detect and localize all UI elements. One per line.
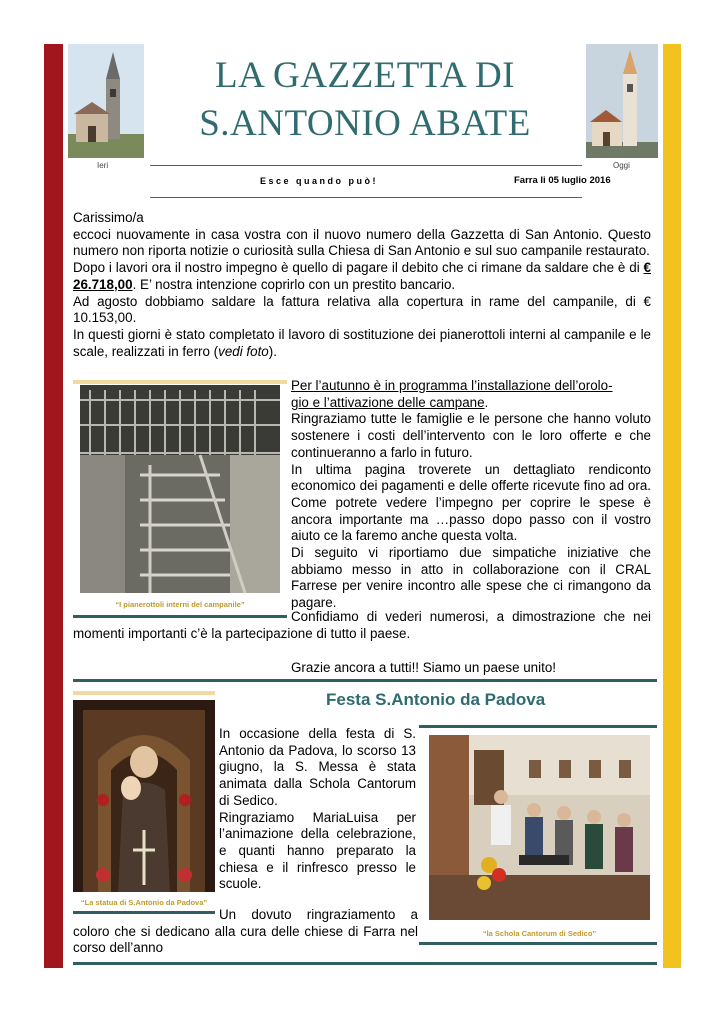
stairs-photo-caption: “I pianerottoli interni del campanile” xyxy=(115,600,245,609)
masthead-top-rule xyxy=(150,165,582,166)
right-decorative-bar xyxy=(663,44,681,968)
gazette-title-line2: S.ANTONIO ABATE xyxy=(199,103,531,144)
autumn-plan: Per l’autunno è in programma l’installazione dell’orolo- gio e l’attivazione delle campane. xyxy=(291,378,613,410)
intro-paragraph-3: Ad agosto dobbiamo saldare la fattura relativa alla copertura in rame del campanile, di € 10.153,00. xyxy=(73,293,651,326)
issue-date: Farra li 05 luglio 2016 xyxy=(514,175,611,186)
choir-photo-frame-top xyxy=(419,725,657,728)
page-bottom-rule xyxy=(73,962,657,965)
intro-paragraph-1: eccoci nuovamente in casa vostra con il nuovo numero della Gazzetta di San Antonio. Questo numero non riporta notizie o curiosità sulla Chiesa di San Antonio e sul suo campanile restaurato. xyxy=(73,226,651,259)
statue-photo-frame-top xyxy=(73,691,215,695)
choir-photo xyxy=(429,735,650,920)
old-church-photo xyxy=(68,44,144,158)
left-decorative-bar xyxy=(44,44,63,968)
works-text: In questi giorni è stato completato il lavoro di sostituzione dei pianerottoli interni al campanile e le scale, realizzati in ferro ( xyxy=(73,326,651,359)
debt-text: Dopo i lavori ora il nostro impegno è quello di pagare il debito che ci rimane da saldare che è di xyxy=(73,260,644,276)
masthead-bottom-rule xyxy=(150,197,582,198)
stairs-photo-frame-top xyxy=(73,380,287,384)
gazette-title-line1: LA GAZZETTA DI xyxy=(215,55,515,96)
right-column-text xyxy=(291,378,651,612)
autumn-line-2: gio e l’attivazione delle campane xyxy=(291,394,485,410)
festa-heading: Festa S.Antonio da Padova xyxy=(326,690,546,709)
loan-text: . E’ nostra intenzione coprirlo con un prestito bancario. xyxy=(132,276,456,292)
debt-amount: € 26.718,00 xyxy=(73,260,651,292)
greeting: Carissimo/a xyxy=(73,210,144,225)
left-photo-caption: Ieri xyxy=(97,161,109,170)
festa-paragraph-3: Un dovuto ringraziamento a coloro che si dedicano alla cura delle chiese di Farra nel corso dell’anno xyxy=(73,907,418,956)
initiatives-paragraph: Di seguito vi riportiamo due simpatiche iniziative che abbiamo messo in atto in collaborazione con il CRAL Farrese per venire incontro alle spese che ci rimangono da pagare. xyxy=(291,545,651,611)
confide-paragraph: Confidiamo di vederi numerosi, a dimostrazione che nei momenti importanti c’è la partecipazione di tutto il paese. xyxy=(73,609,651,641)
tagline: Esce quando può! xyxy=(260,176,379,186)
works-text-end: ). xyxy=(268,343,277,359)
choir-caption-rule xyxy=(419,942,657,945)
stairs-photo xyxy=(80,385,280,593)
intro-paragraph-4 xyxy=(73,327,651,360)
statue-photo-caption: “La statua di S.Antonio da Padova” xyxy=(80,898,208,907)
closing-line: Grazie ancora a tutti!! Siamo un paese unito! xyxy=(291,660,556,675)
last-page-paragraph: In ultima pagina troverete un dettagliato rendiconto economico dei pagamenti e delle offerte ricevute fino ad ora. Come potrete vedere l’impegno per coprire le spese è ancora importante ma …passo dopo passo con il vostro aiuto ce la faremo anche questa volta. xyxy=(291,461,651,544)
see-photo-text: vedi foto xyxy=(218,343,269,359)
choir-photo-caption: “la Schola Cantorum di Sedico” xyxy=(482,929,597,938)
thanks-paragraph: Ringraziamo tutte le famiglie e le persone che hanno voluto sostenere i costi dell’intervento con le loro offerte e che continueranno a farlo in futuro. xyxy=(291,411,651,460)
section-divider xyxy=(73,679,657,682)
festa-paragraph-2: Ringraziamo MariaLuisa per l’animazione della celebrazione, e quanti hanno preparato la chiesa e il rinfresco presso le scuole. xyxy=(219,809,416,892)
autumn-line-1: Per l’autunno è in programma l’installazione dell’orolo- xyxy=(291,378,613,393)
statue-photo xyxy=(73,700,215,892)
right-photo-caption: Oggi xyxy=(613,161,630,170)
restored-church-photo xyxy=(586,44,658,158)
festa-text-column xyxy=(219,726,416,893)
intro-text-block xyxy=(73,210,651,360)
intro-paragraph-2 xyxy=(73,260,651,293)
festa-paragraph-1: In occasione della festa di S. Antonio da Padova, lo scorso 13 giugno, la S. Messa è stata animata dalla Schola Cantorum di Sedico. xyxy=(219,726,416,808)
